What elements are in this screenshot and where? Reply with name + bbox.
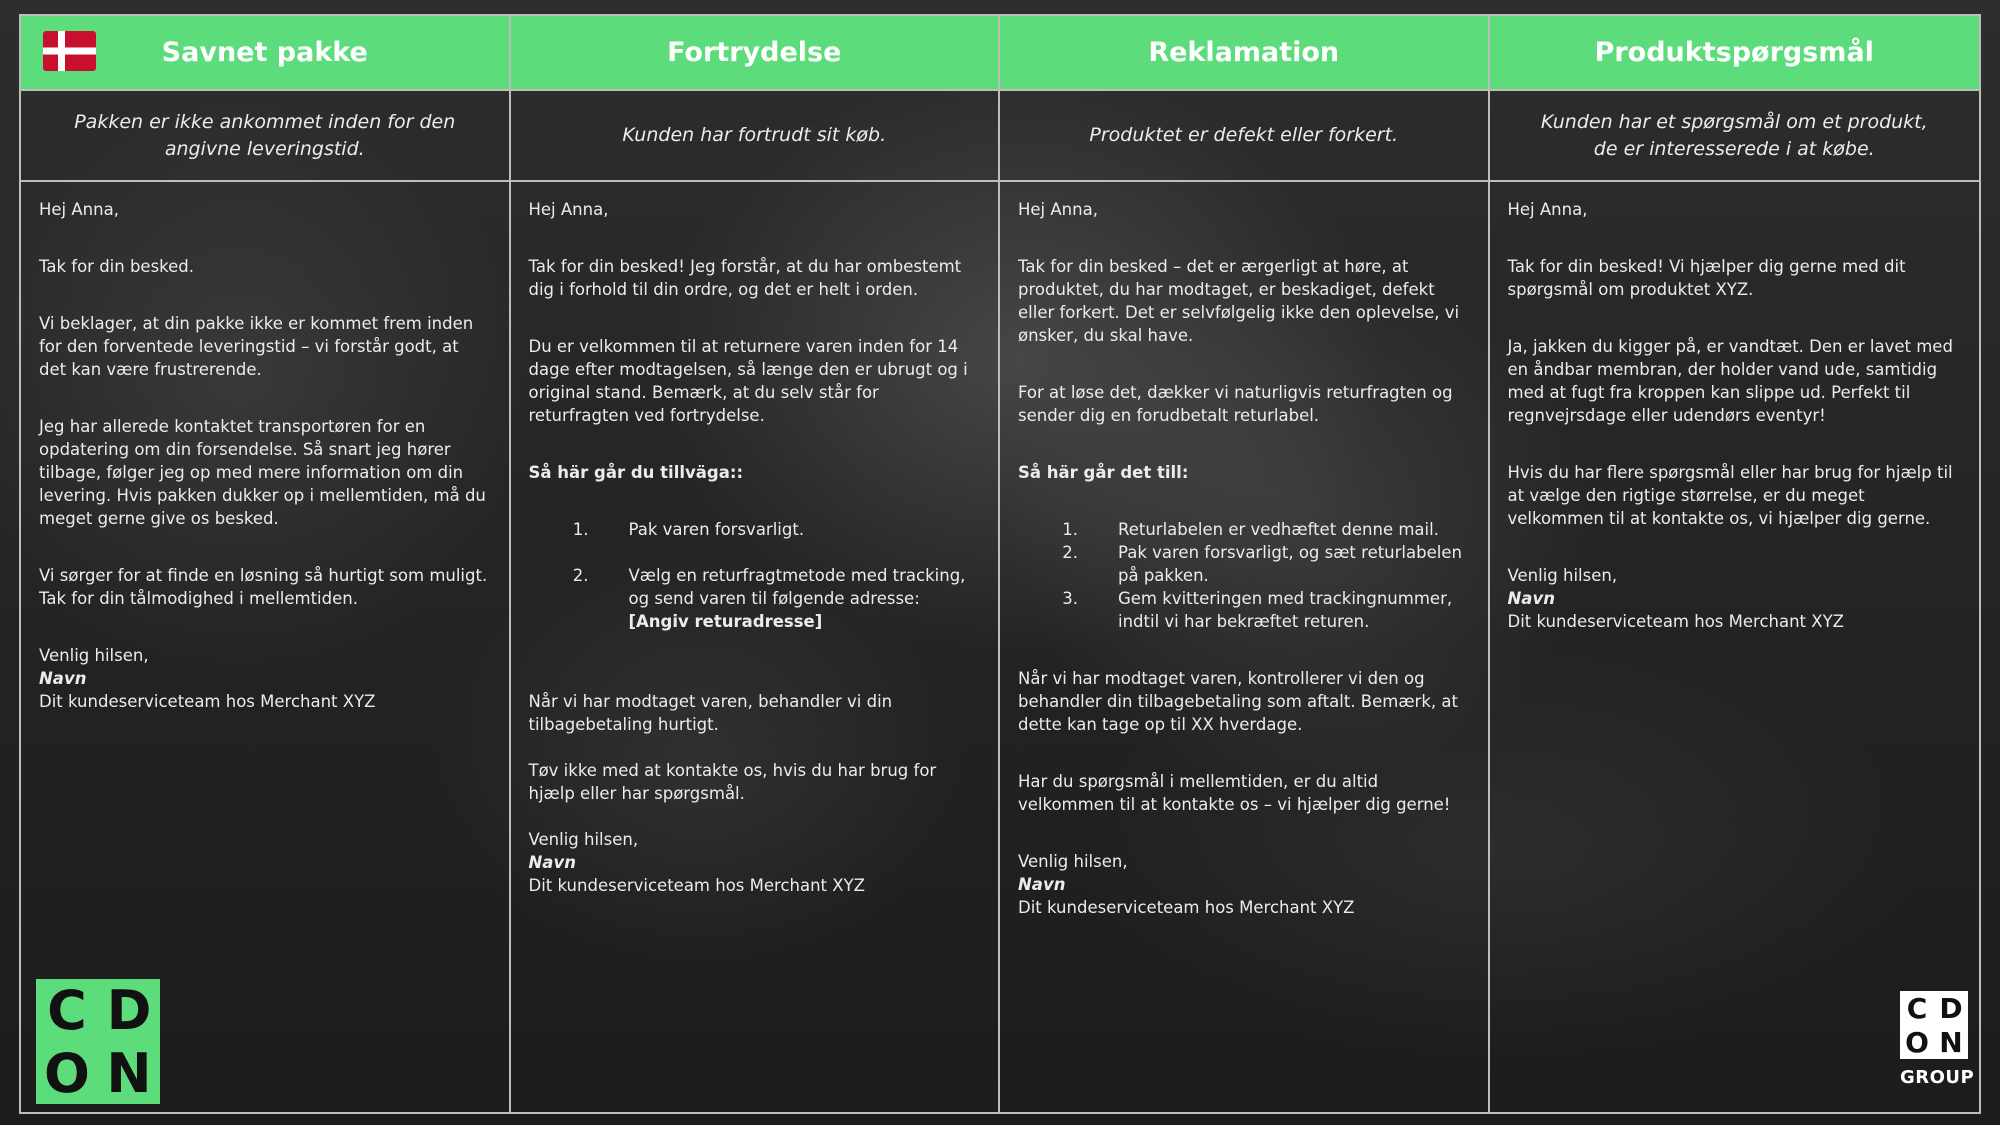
paragraph: Tak for din besked! Jeg forstår, at du har ombestemt dig i forhold til din ordre, og det er helt i orden.	[528, 257, 962, 299]
paragraph: Har du spørgsmål i mellemtiden, er du altid velkommen til at kontakte os – vi hjælper dig gerne!	[1018, 772, 1451, 814]
list-item	[529, 564, 981, 633]
paragraph: Ja, jakken du kigger på, er vandtæt. Den er lavet med en åndbar membran, der holder vand ude, samtidig med at fugt fra kroppen kan slippe ud. Perfekt til regnvejrsdage eller udendørs eventyr!	[1507, 337, 1953, 425]
list-item	[1018, 541, 1470, 587]
template-body-produktspoergsmaal	[1490, 182, 1980, 1112]
paragraph: Når vi har modtaget varen, kontrollerer vi den og behandler din tilbagebetaling som aftalt. Bemærk, at dette kan tage op til XX hverdage.	[1018, 669, 1458, 734]
signature-team: Dit kundeserviceteam hos Merchant XYZ	[1018, 898, 1355, 917]
column-description: Produktet er defekt eller forkert.	[1000, 91, 1490, 182]
paragraph: Hvis du har flere spørgsmål eller har brug for hjælp til at vælge den rigtige størrelse, er du meget velkommen til at kontakte os, vi hjælper dig gerne.	[1507, 463, 1953, 528]
cdon-group-logo	[1900, 991, 1975, 1088]
column-title: Fortrydelse	[667, 37, 842, 68]
paragraph: Tak for din besked – det er ærgerligt at høre, at produktet, du har modtaget, er beskadiget, defekt eller forkert. Det er selvfølgelig ikke den oplevelse, vi ønsker, du skal have.	[1018, 257, 1460, 345]
column-header-reklamation	[1000, 16, 1490, 91]
logo-letter: O	[1905, 1025, 1929, 1059]
list-item	[1018, 587, 1470, 633]
logo-letter: C	[47, 979, 87, 1042]
steps-title: Så här går du tillväga::	[528, 463, 744, 482]
group-label: GROUP	[1900, 1067, 1975, 1088]
column-title: Reklamation	[1148, 37, 1340, 68]
signature-name: Navn	[39, 669, 87, 688]
logo-letter: N	[106, 1042, 152, 1105]
paragraph: Vi sørger for at finde en løsning så hurtigt som muligt. Tak for din tålmodighed i mellemtiden.	[39, 566, 488, 608]
signature-team: Dit kundeserviceteam hos Merchant XYZ	[1507, 612, 1844, 631]
closing: Venlig hilsen,	[528, 830, 639, 849]
greeting: Hej Anna,	[39, 200, 119, 219]
signature-name: Navn	[1507, 589, 1555, 608]
step-text: Pak varen forsvarligt, og sæt returlabelen på pakken.	[1118, 543, 1462, 585]
column-header-produktspoergsmaal	[1490, 16, 1980, 91]
paragraph: Tak for din besked! Vi hjælper dig gerne med dit spørgsmål om produktet XYZ.	[1507, 257, 1906, 299]
step-text-container	[629, 564, 981, 633]
step-number: 1.	[572, 520, 589, 539]
column-description: Kunden har fortrudt sit køb.	[511, 91, 1001, 182]
template-body-fortrydelse	[511, 182, 1001, 1112]
closing: Venlig hilsen,	[39, 646, 149, 665]
closing: Venlig hilsen,	[1018, 852, 1128, 871]
signature-name: Navn	[1018, 875, 1066, 894]
signature	[1018, 850, 1470, 919]
logo-letter: O	[44, 1042, 90, 1105]
step-text: Vælg en returfragtmetode med tracking, og send varen til følgende adresse:	[628, 566, 966, 608]
logo-letter: D	[1939, 991, 1963, 1025]
greeting: Hej Anna,	[528, 200, 609, 219]
signature	[529, 828, 981, 897]
steps-list	[1018, 518, 1470, 633]
greeting: Hej Anna,	[1018, 200, 1098, 219]
template-body-reklamation	[1000, 182, 1490, 1112]
return-address-placeholder: [Angiv returadresse]	[628, 612, 823, 631]
logo-letter: D	[106, 979, 152, 1042]
templates-table	[19, 14, 1981, 1114]
paragraph: For at løse det, dækker vi naturligvis returfragten og sender dig en forudbetalt returlabel.	[1018, 383, 1453, 425]
list-item	[1018, 518, 1470, 541]
signature-name: Navn	[528, 853, 576, 872]
column-header-savnet-pakke	[21, 16, 511, 91]
paragraph: Vi beklager, at din pakke ikke er kommet frem inden for den forventede leveringstid – vi forstår godt, at det kan være frustrerende.	[39, 314, 474, 379]
logo-letter: C	[1906, 991, 1928, 1025]
step-text: Pak varen forsvarligt.	[628, 520, 805, 539]
signature	[1508, 564, 1962, 633]
paragraph: Tak for din besked.	[39, 257, 195, 276]
column-header-fortrydelse	[511, 16, 1001, 91]
step-number: 1.	[1062, 520, 1078, 539]
paragraph: Når vi har modtaget varen, behandler vi din tilbagebetaling hurtigt.	[528, 692, 893, 734]
template-body-savnet-pakke	[21, 182, 511, 1112]
step-number: 3.	[1062, 589, 1078, 608]
step-number: 2.	[1062, 543, 1078, 562]
paragraph: Jeg har allerede kontaktet transportøren for en opdatering om din forsendelse. Så snart jeg hører tilbage, følger jeg op med mere information om din levering. Hvis pakken dukker op i mellemtiden, må du meget gerne give os besked.	[39, 417, 486, 528]
step-text: Returlabelen er vedhæftet denne mail.	[1118, 520, 1439, 539]
signature-team: Dit kundeserviceteam hos Merchant XYZ	[39, 692, 376, 711]
step-text: Gem kvitteringen med trackingnummer, indtil vi har bekræftet returen.	[1118, 589, 1453, 631]
signature-team: Dit kundeserviceteam hos Merchant XYZ	[528, 876, 865, 895]
step-number: 2.	[572, 566, 589, 585]
column-description: Kunden har et spørgsmål om et produkt, de er interesserede i at købe.	[1490, 91, 1980, 182]
danish-flag-icon	[43, 31, 96, 71]
steps-title: Så här går det till:	[1018, 463, 1189, 482]
steps-list	[529, 518, 981, 633]
column-description: Pakken er ikke ankommet inden for den angivne leveringstid.	[21, 91, 511, 182]
paragraph: Du er velkommen til at returnere varen inden for 14 dage efter modtagelsen, så længe den er ubrugt og i original stand. Bemærk, at du selv står for returfragten ved fortrydelse.	[528, 337, 968, 425]
cdon-logo	[36, 979, 160, 1104]
logo-letter: N	[1939, 1025, 1963, 1059]
paragraph: Tøv ikke med at kontakte os, hvis du har brug for hjælp eller har spørgsmål.	[528, 761, 937, 803]
greeting: Hej Anna,	[1507, 200, 1588, 219]
column-title: Savnet pakke	[161, 37, 368, 68]
column-title: Produktspørgsmål	[1594, 37, 1874, 68]
closing: Venlig hilsen,	[1507, 566, 1618, 585]
list-item	[529, 518, 981, 541]
signature	[39, 644, 491, 713]
cdon-group-logo-box	[1900, 991, 1968, 1059]
